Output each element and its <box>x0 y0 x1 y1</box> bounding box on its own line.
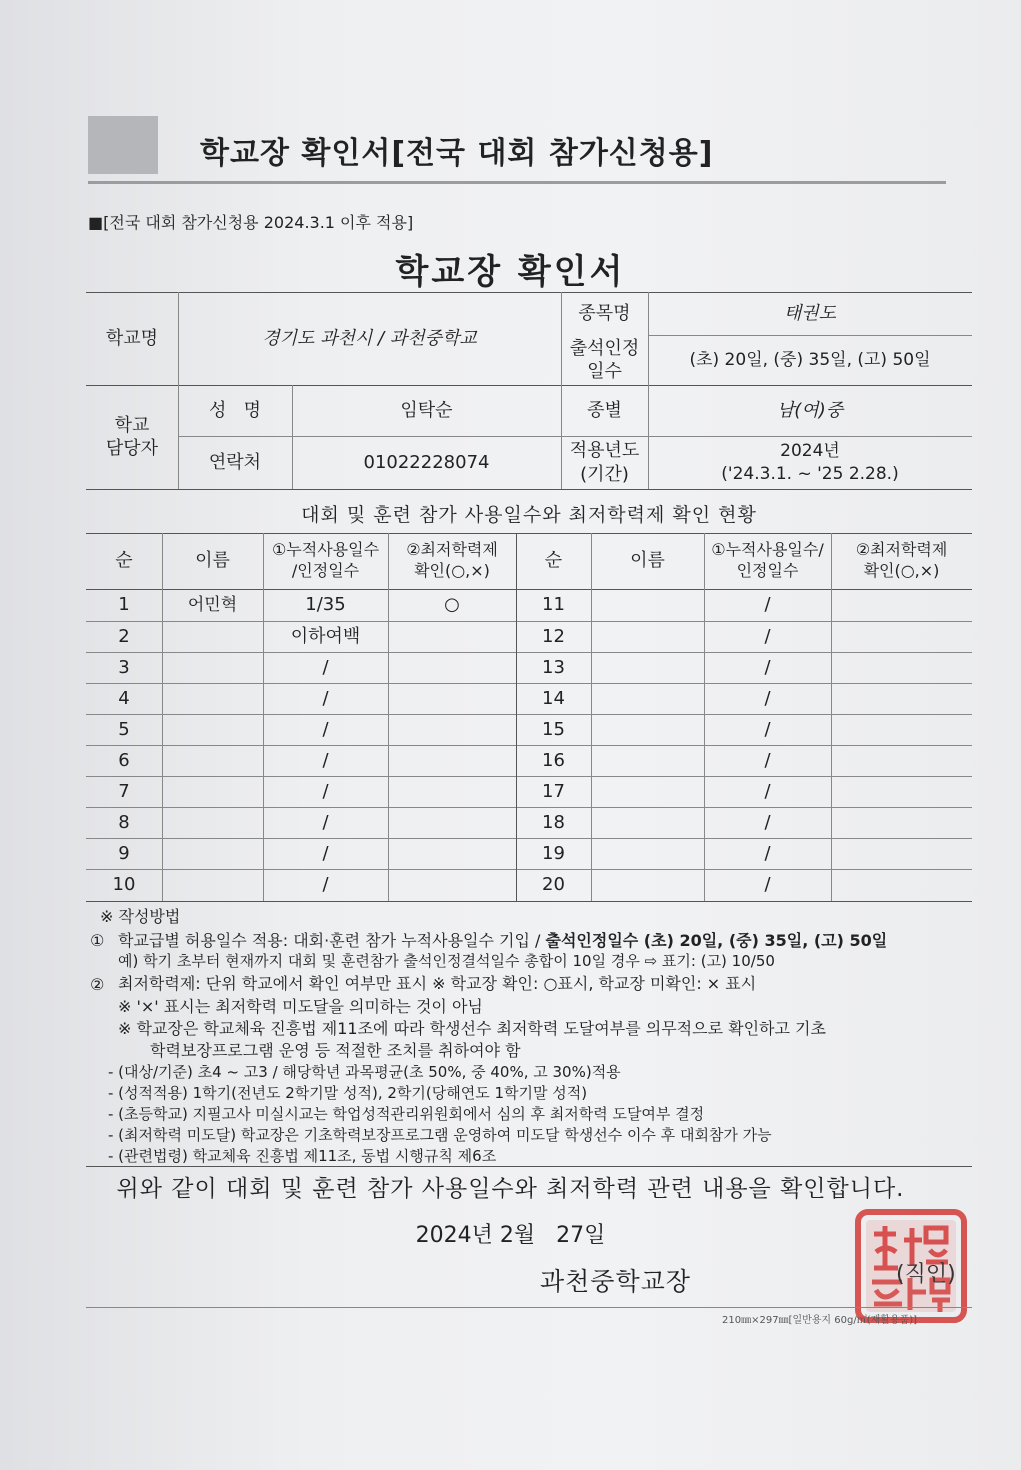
school-value: 경기도 과천시 / 과천중학교 <box>262 327 477 349</box>
row-days: / <box>764 874 771 896</box>
row-no: 16 <box>542 749 565 771</box>
row-name <box>591 714 704 745</box>
name-label: 성 명 <box>209 399 261 421</box>
header-no-right: 순 <box>544 550 563 572</box>
row-confirm: ○ <box>444 594 460 616</box>
header-gray-box <box>88 116 158 174</box>
attendance-label: 출석인정 일수 <box>569 337 640 382</box>
row-no: 11 <box>542 594 565 616</box>
row-no: 9 <box>118 842 130 864</box>
row-no: 8 <box>118 811 130 833</box>
row-confirm <box>388 869 516 901</box>
row-days: / <box>764 625 771 647</box>
document-title: 학교장 확인서 <box>395 252 626 292</box>
row-no: 2 <box>118 625 130 647</box>
row-name <box>591 745 704 776</box>
howto-bullet: - (최저학력 미도달) 학교장은 기초학력보장프로그램 운영하여 미도달 학생선수 이수 후 대회참가 가능 <box>108 1126 772 1144</box>
contact-label: 연락처 <box>208 451 262 473</box>
howto-item1-example: 예) 학기 초부터 현재까지 대회 및 훈련참가 출석인정결석일수 총합이 10일 경우 ⇨ 표기: (고) 10/50 <box>118 952 775 970</box>
howto-title: ※ 작성방법 <box>100 907 181 926</box>
howto-bullet: - (관련법령) 학교체육 진흥법 제11조, 동법 시행규칙 제6조 <box>108 1147 497 1165</box>
row-no: 15 <box>542 718 565 740</box>
row-days: / <box>322 718 329 740</box>
howto-item2-num: ② <box>90 975 105 994</box>
row-no: 12 <box>542 625 565 647</box>
applicability-note: ■[전국 대회 참가신청용 2024.3.1 이후 적용] <box>88 213 414 232</box>
howto-item1-num: ① <box>90 931 105 950</box>
principal-name: 과천중학교장 <box>540 1267 691 1296</box>
row-days: / <box>322 656 329 678</box>
row-no: 6 <box>118 749 130 771</box>
row-days: / <box>764 594 771 616</box>
row-confirm <box>388 714 516 745</box>
row-days: / <box>322 811 329 833</box>
row-confirm <box>831 652 972 683</box>
row-confirm <box>831 869 972 901</box>
row-confirm <box>831 714 972 745</box>
row-days: / <box>764 842 771 864</box>
row-confirm <box>831 745 972 776</box>
row-name <box>591 838 704 869</box>
issue-date: 2024년 2월 27일 <box>415 1223 606 1248</box>
row-no: 19 <box>542 842 565 864</box>
event-label: 종목명 <box>578 302 631 324</box>
row-days: / <box>764 811 771 833</box>
attendance-value: (초) 20일, (중) 35일, (고) 50일 <box>689 349 931 370</box>
row-name <box>591 776 704 807</box>
howto-item2-text: 최저학력제: 단위 학교에서 확인 여부만 표시 ※ 학교장 확인: ○표시, 학교장 미확인: × 표시 <box>118 974 757 993</box>
row-days: / <box>322 874 329 896</box>
row-days: 이하여백 <box>290 625 361 647</box>
row-name <box>162 714 263 745</box>
row-confirm <box>388 838 516 869</box>
header-no: 순 <box>115 550 133 572</box>
row-name <box>162 621 263 652</box>
row-confirm <box>388 621 516 652</box>
row-confirm <box>388 776 516 807</box>
header-title: 학교장 확인서[전국 대회 참가신청용] <box>200 136 714 171</box>
header-name-right: 이름 <box>630 550 665 572</box>
row-confirm <box>831 776 972 807</box>
manager-label: 학교 담당자 <box>105 414 159 459</box>
row-name <box>162 838 263 869</box>
row-confirm <box>831 838 972 869</box>
header-days: ①누적사용일수 /인정일수 <box>271 540 380 580</box>
howto-bullet: - (성적적용) 1학기(전년도 2학기말 성적), 2학기(당해연도 1학기말 성적) <box>108 1084 588 1102</box>
howto-note2-line2: 학력보장프로그램 운영 등 적절한 조치를 취하여야 함 <box>150 1041 521 1060</box>
year-value: 2024년 ('24.3.1. ~ '25 2.28.) <box>721 441 899 484</box>
row-days: / <box>322 749 329 771</box>
row-no: 20 <box>542 874 565 896</box>
row-confirm <box>388 652 516 683</box>
event-value: 태권도 <box>783 302 837 324</box>
header-name: 이름 <box>195 550 230 572</box>
header-days-right: ①누적사용일수/ 인정일수 <box>711 540 824 580</box>
row-name <box>591 869 704 901</box>
howto-item1-text: 학교급별 허용일수 적용: 대회·훈련 참가 누적사용일수 기입 / <box>118 931 546 950</box>
howto-note2-line1: ※ 학교장은 학교체육 진흥법 제11조에 따라 학생선수 최저학력 도달여부를 의무적으로 확인하고 기초 <box>118 1019 826 1038</box>
row-no: 7 <box>118 780 130 802</box>
row-days: / <box>764 780 771 802</box>
row-confirm <box>831 621 972 652</box>
row-name <box>162 652 263 683</box>
row-name <box>591 621 704 652</box>
section-title: 대회 및 훈련 참가 사용일수와 최저학력제 확인 현황 <box>301 504 757 526</box>
row-no: 5 <box>118 718 130 740</box>
row-days: 1/35 <box>305 594 346 616</box>
header-confirm: ②최저학력제 확인(○,×) <box>406 540 498 580</box>
row-name <box>591 652 704 683</box>
row-days: / <box>764 718 771 740</box>
row-no: 13 <box>542 656 565 678</box>
row-confirm <box>388 807 516 838</box>
type-label: 종별 <box>587 399 622 421</box>
row-no: 14 <box>542 687 565 709</box>
howto-item1 <box>118 930 887 952</box>
row-days: / <box>322 780 329 802</box>
howto-bullet: - (초등학교) 지필고사 미실시교는 학업성적관리위원회에서 심의 후 최저학력 도달여부 결정 <box>108 1105 705 1123</box>
contact-value: 01022228074 <box>363 451 490 473</box>
name-value: 임탁순 <box>400 399 453 421</box>
row-confirm <box>388 745 516 776</box>
row-days: / <box>322 687 329 709</box>
seal-label: (직인) <box>896 1262 956 1287</box>
row-days: / <box>764 749 771 771</box>
howto-item1-bold: 출석인정일수 (초) 20일, (중) 35일, (고) 50일 <box>545 931 888 950</box>
row-name <box>591 589 704 621</box>
row-name <box>162 776 263 807</box>
row-confirm <box>831 807 972 838</box>
row-name <box>162 745 263 776</box>
howto-note1: ※ '×' 표시는 최저학력 미도달을 의미하는 것이 아님 <box>118 997 483 1016</box>
confirmation-text: 위와 같이 대회 및 훈련 참가 사용일수와 최저학력 관련 내용을 확인합니다. <box>116 1176 905 1202</box>
row-confirm <box>831 683 972 714</box>
row-name <box>162 683 263 714</box>
school-label: 학교명 <box>105 327 159 349</box>
row-confirm <box>388 683 516 714</box>
row-days: / <box>764 656 771 678</box>
row-name <box>591 683 704 714</box>
type-value: 남(여)중 <box>776 399 844 421</box>
year-label: 적용년도 (기간) <box>569 440 640 485</box>
row-no: 1 <box>118 594 130 616</box>
row-name <box>162 807 263 838</box>
row-no: 17 <box>542 780 565 802</box>
row-no: 3 <box>118 656 130 678</box>
row-name <box>591 807 704 838</box>
paper-size-note: 210㎜×297㎜[일반용지 60g/㎡(재활용품)] <box>722 1315 918 1326</box>
row-no: 4 <box>118 687 130 709</box>
howto-bullet: - (대상/기준) 초4 ~ 고3 / 해당학년 과목평균(초 50%, 중 40%, 고 30%)적용 <box>108 1063 621 1081</box>
header-confirm-right: ②최저학력제 확인(○,×) <box>855 540 948 580</box>
row-confirm <box>831 589 972 621</box>
row-name <box>162 869 263 901</box>
row-days: / <box>322 842 329 864</box>
row-no: 10 <box>112 874 136 896</box>
row-no: 18 <box>542 811 565 833</box>
row-name: 어민혁 <box>187 594 238 615</box>
header-rule <box>88 181 946 184</box>
row-days: / <box>764 687 771 709</box>
